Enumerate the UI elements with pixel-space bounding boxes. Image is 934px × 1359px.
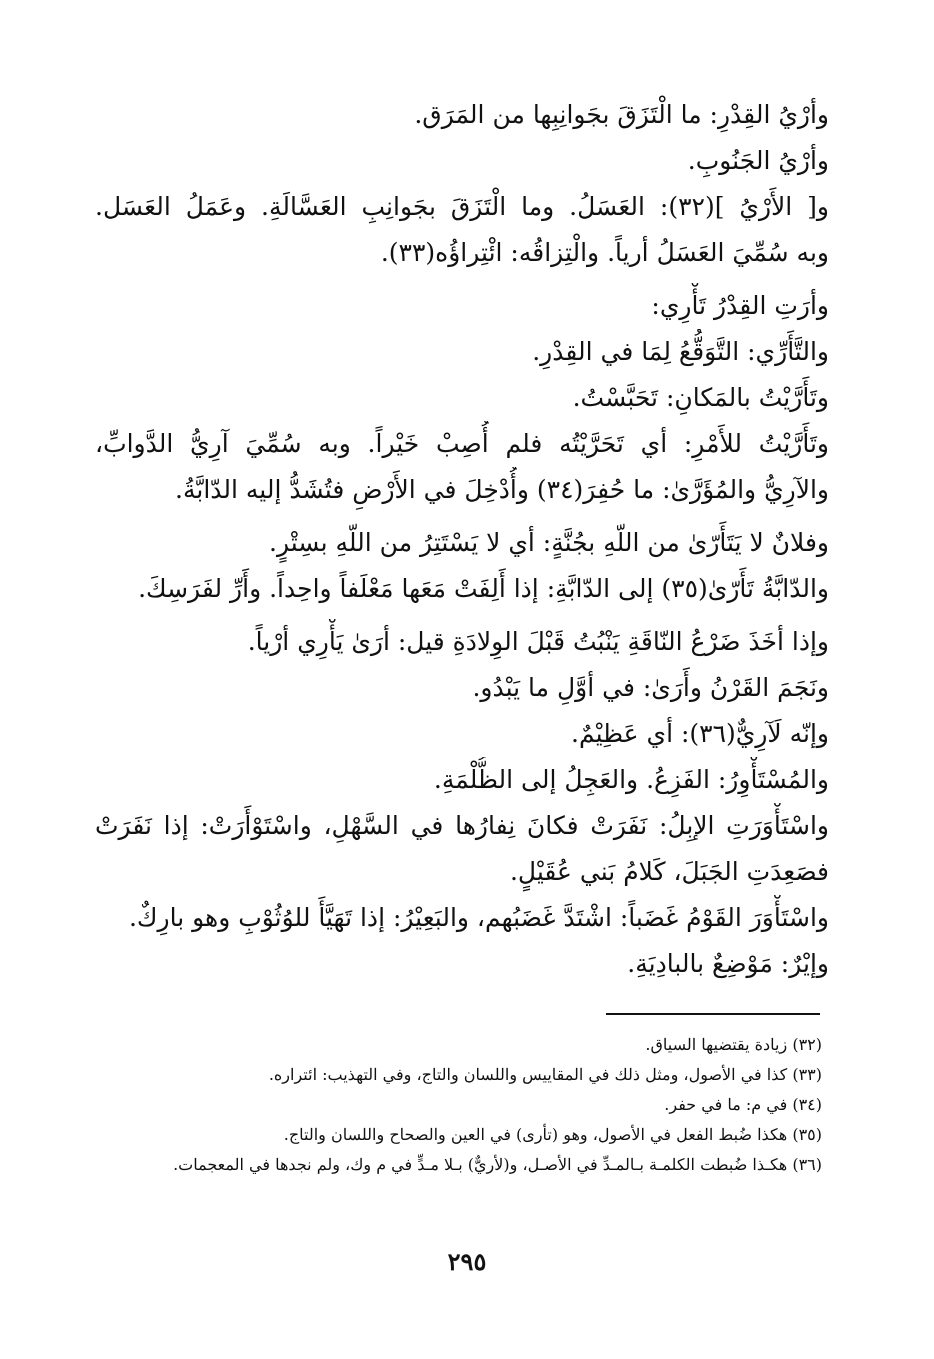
text-line: والتَّأَرِّي: التَّوَقُّعُ لِمَا في القِدْرِ. <box>532 337 829 366</box>
text-line: وأرْيُ الجَنُوبِ. <box>687 146 829 175</box>
footnote: (٣٣) كذا في الأصول، ومثل ذلك في المقاييس واللسان والتاج، وفي التهذيب: ائتراره. <box>268 1065 822 1084</box>
text-line: والدّابَّةُ تَأَرّىٰ(٣٥) إلى الدّابَّةِ: إذا أَلِفَتْ مَعَها مَعْلَفاً واحِداً. وأَرِّ لفَرَسِكَ. <box>138 574 829 603</box>
main-text <box>95 92 829 987</box>
text-line: وأرْيُ القِدْرِ: ما الْتَزَقَ بجَوانِبِها من المَرَق. <box>414 100 829 129</box>
text-line: ونَجَمَ القَرْنُ وأَرَىٰ: في أوَّلِ ما يَبْدُو. <box>472 673 829 702</box>
text-line: وتَأَرَّيْتُ بالمَكانِ: تَحَبَّسْتُ. <box>572 383 829 412</box>
text-line: فصَعِدَتِ الجَبَلَ، كَلامُ بَني عُقَيْلٍ. <box>509 857 829 886</box>
footnote: (٣٦) هكـذا ضُبطت الكلمـة بـالمـدِّ في الأصـل، و(لأريٌّ) بـلا مـدٍّ في م وك، ولم نجدها في المعجمات. <box>173 1155 822 1174</box>
text-line: والآرِيُّ والمُؤَرَّىٰ: ما حُفِرَ(٣٤) وأُدْخِلَ في الأَرْضِ فتُشَدُّ إليه الدّابَّةُ. <box>175 475 829 504</box>
text-line: واسْتَأْوَرَ القَوْمُ غَضَباً: اشْتَدَّ غَضَبُهم، والبَعِيْرُ: إذا تَهَيَّأَ للوُثُوْبِ وهو بارِكٌ. <box>128 903 829 932</box>
text-line: والمُسْتَأْوِرُ: الفَزِعُ. والعَجِلُ إلى الظُّلْمَةِ. <box>433 765 829 794</box>
text-line: وفلانٌ لا يَتَأَرّىٰ من اللّهِ بجُنَّةٍ: أي لا يَسْتَتِرُ من اللّهِ بسِتْرٍ. <box>269 528 829 557</box>
footnote: (٣٢) زيادة يقتضيها السياق. <box>645 1035 822 1054</box>
footnote: (٣٤) في م: ما في حفر. <box>664 1095 822 1114</box>
text-line: وإنّه لَآرِيٌّ(٣٦): أي عَظِيْمٌ. <box>571 719 829 748</box>
footnotes <box>110 1030 822 1180</box>
footnote-separator <box>606 1013 820 1015</box>
text-line: وتَأَرَّيْتُ للأَمْرِ: أي تَحَرَّيْتُه فلم أُصِبْ خَيْراً. وبه سُمِّيَ آرِيُّ الدَّوابِّ، <box>95 429 829 458</box>
text-line: وإيْرٌ: مَوْضِعٌ بالبادِيَةِ. <box>627 949 829 978</box>
footnote: (٣٥) هكذا ضُبط الفعل في الأصول، وهو (تأرى) في العين والصحاح واللسان والتاج. <box>283 1125 822 1144</box>
text-line: وأرَتِ القِدْرُ تَأْرِي: <box>651 291 829 320</box>
text-line: وإذا أخَذَ ضَرْعُ النّاقَةِ يَنْبُتُ قَبْلَ الوِلادَةِ قيل: أرَىٰ يَأْرِي أرْياً. <box>247 627 829 656</box>
text-line: واسْتَأْوَرَتِ الإبِلُ: نَفَرَتْ فكانَ نِفارُها في السَّهْلِ، واسْتَوْأَرَتْ: إذا نَفَرَتْ <box>95 811 829 840</box>
text-line: و[ الأَرْيُ ](٣٢): العَسَلُ. وما الْتَزَقَ بجَوانِبِ العَسَّالَةِ. وعَمَلُ العَسَل. <box>95 192 829 221</box>
text-line: وبه سُمِّيَ العَسَلُ أرياً. والْتِزاقُه: ائْتِراؤُه(٣٣). <box>380 238 829 267</box>
page-number: ٢٩٥ <box>447 1247 487 1276</box>
